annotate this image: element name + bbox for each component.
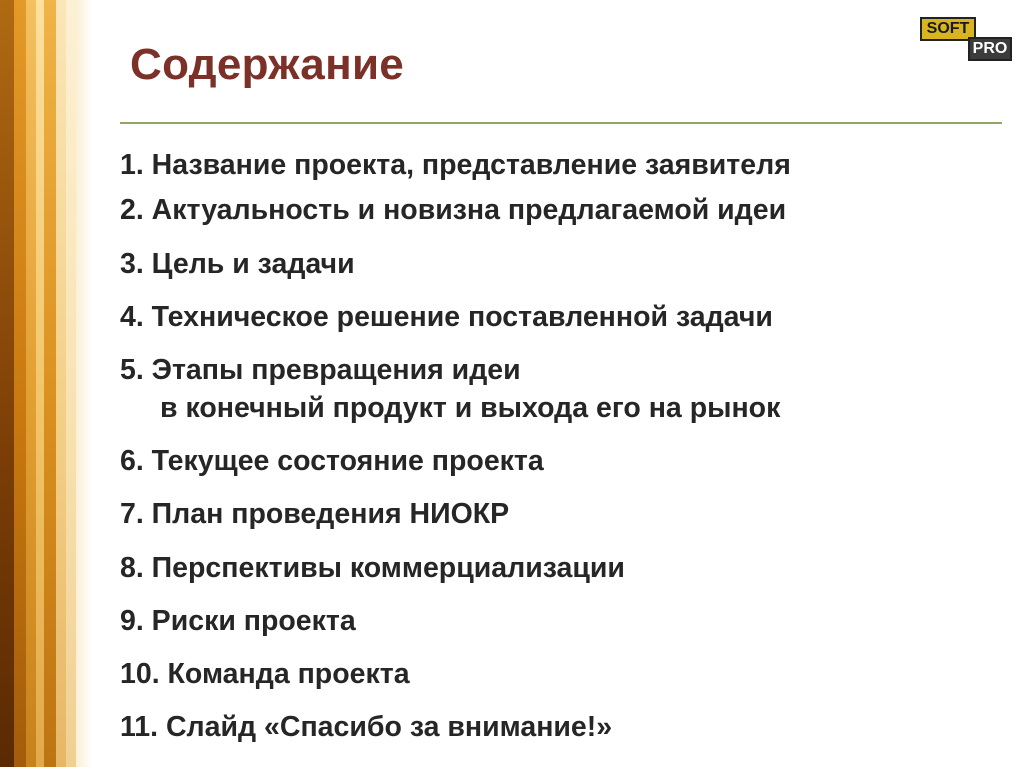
logo-soft-block: SOFT bbox=[920, 17, 976, 41]
softpro-logo bbox=[920, 17, 1016, 61]
list-item bbox=[120, 602, 356, 640]
list-item bbox=[120, 655, 410, 693]
list-item-text: 10. Команда проекта bbox=[120, 658, 410, 690]
list-item bbox=[120, 191, 786, 229]
stripe bbox=[36, 0, 44, 767]
list-item bbox=[120, 442, 544, 480]
list-item-text: 2. Актуальность и новизна предлагаемой идеи bbox=[120, 194, 787, 226]
list-item bbox=[120, 245, 355, 283]
list-item-text: 8. Перспективы коммерциализации bbox=[120, 552, 625, 584]
list-item-text: 1. Название проекта, представление заявителя bbox=[120, 149, 791, 181]
logo-pro-block: PRO bbox=[968, 37, 1012, 61]
list-item-text: 9. Риски проекта bbox=[120, 605, 356, 637]
stripe bbox=[66, 0, 76, 767]
slide-title: Содержание bbox=[130, 40, 405, 89]
list-item-text: 11. Слайд «Спасибо за внимание!» bbox=[120, 711, 613, 743]
list-item-text: 3. Цель и задачи bbox=[120, 248, 355, 280]
stripe bbox=[76, 0, 92, 767]
list-item bbox=[120, 298, 773, 336]
title-divider bbox=[120, 122, 1002, 124]
stripe bbox=[26, 0, 36, 767]
list-item bbox=[120, 351, 780, 427]
list-item-text: 5. Этапы превращения идеи bbox=[120, 354, 521, 386]
list-item bbox=[120, 549, 625, 587]
list-item-text: 6. Текущее состояние проекта bbox=[120, 445, 544, 477]
stripe bbox=[56, 0, 66, 767]
list-item bbox=[120, 146, 791, 184]
stripe bbox=[0, 0, 14, 767]
decorative-side-stripes bbox=[0, 0, 92, 767]
list-item-continuation: в конечный продукт и выхода его на рынок bbox=[160, 392, 781, 424]
stripe bbox=[14, 0, 26, 767]
list-item bbox=[120, 708, 612, 746]
list-item-text: 7. План проведения НИОКР bbox=[120, 498, 510, 530]
list-item-text: 4. Техническое решение поставленной задачи bbox=[120, 301, 773, 333]
stripe bbox=[44, 0, 56, 767]
list-item bbox=[120, 495, 509, 533]
